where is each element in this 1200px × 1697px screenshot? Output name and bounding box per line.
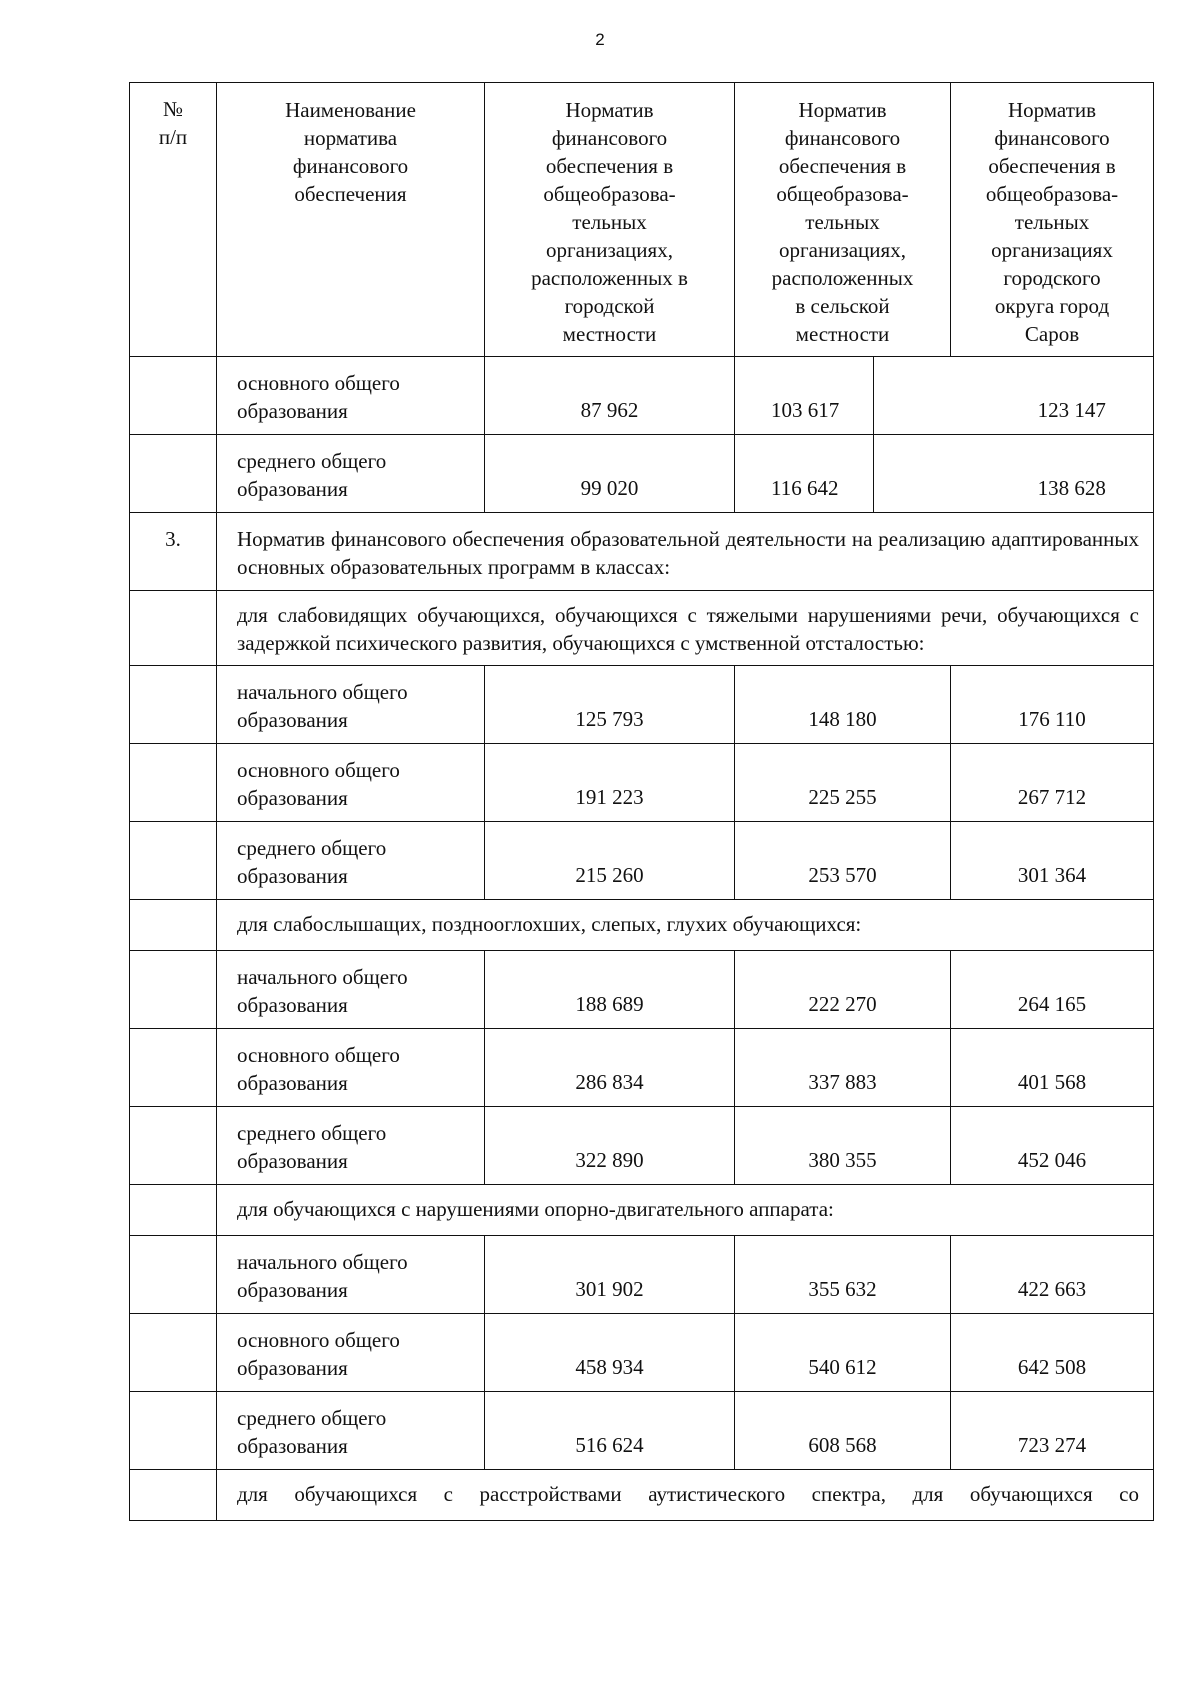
value-rural-cell: 116 642: [735, 435, 951, 513]
column-divider: [873, 434, 874, 513]
value-rural-cell: 222 270: [735, 951, 951, 1029]
table-row: [130, 1392, 1154, 1470]
value-city-cell: 215 260: [485, 822, 735, 900]
row-name-cell: среднего общего образования: [217, 1107, 485, 1185]
value-rural-cell: 103 617: [735, 357, 951, 435]
header-rural: [735, 83, 951, 357]
financing-norms-table: [129, 82, 1154, 1521]
row-number-cell: [130, 435, 217, 513]
row-number-cell: [130, 900, 217, 951]
row-number-cell: [130, 591, 217, 666]
group-header-row: [130, 1185, 1154, 1236]
value-city-cell: 516 624: [485, 1392, 735, 1470]
row-number-cell: [130, 1185, 217, 1236]
section-row: [130, 513, 1154, 591]
table-row: [130, 744, 1154, 822]
row-name-cell: среднего общего образования: [217, 435, 485, 513]
row-number-cell: [130, 951, 217, 1029]
group-header-row: [130, 900, 1154, 951]
value-city-cell: 458 934: [485, 1314, 735, 1392]
value-sarov-cell: 401 568: [951, 1029, 1154, 1107]
header-city-label: Норматив финансового обеспечения в общеобразова- тельных организациях, расположенных в городской местности: [531, 98, 688, 346]
row-number-cell: [130, 1029, 217, 1107]
row-name-cell: основного общего образования: [217, 744, 485, 822]
row-name-cell: основного общего образования: [217, 357, 485, 435]
table-row: [130, 1314, 1154, 1392]
row-number-cell: [130, 1392, 217, 1470]
value-city-cell: 301 902: [485, 1236, 735, 1314]
value-sarov-cell: 452 046: [951, 1107, 1154, 1185]
value-rural-cell: 225 255: [735, 744, 951, 822]
value-sarov-cell: 723 274: [951, 1392, 1154, 1470]
row-name-cell: начального общего образования: [217, 666, 485, 744]
value-city-cell: 322 890: [485, 1107, 735, 1185]
table-row: [130, 951, 1154, 1029]
row-name-cell: начального общего образования: [217, 1236, 485, 1314]
table-row: [130, 1236, 1154, 1314]
value-rural-cell: 540 612: [735, 1314, 951, 1392]
header-name-label: Наименование норматива финансового обеспечения: [285, 98, 416, 206]
header-rural-label: Норматив финансового обеспечения в общеобразова- тельных организациях, расположенных в сельской местности: [771, 98, 914, 346]
table-row: [130, 357, 1154, 435]
value-rural-cell: 253 570: [735, 822, 951, 900]
value-sarov-cell: 267 712: [951, 744, 1154, 822]
table-row: [130, 435, 1154, 513]
table-row: [130, 1107, 1154, 1185]
value-city-cell: 191 223: [485, 744, 735, 822]
value-city-cell: 87 962: [485, 357, 735, 435]
group-title: для слабовидящих обучающихся, обучающихся с тяжелыми нарушениями речи, обучающихся с задержкой психического развития, обучающихся с умственной отсталостью:: [217, 591, 1154, 666]
row-number-cell: [130, 1470, 217, 1521]
row-number-cell: [130, 1107, 217, 1185]
row-number-cell: [130, 744, 217, 822]
table-row: [130, 666, 1154, 744]
value-sarov-cell: 176 110: [951, 666, 1154, 744]
group-title: для обучающихся с нарушениями опорно-двигательного аппарата:: [217, 1185, 1154, 1236]
value-rural-cell: 380 355: [735, 1107, 951, 1185]
header-name: [217, 83, 485, 357]
header-number-label: № п/п: [158, 97, 188, 149]
group-title: для слабослышащих, позднооглохших, слепых, глухих обучающихся:: [217, 900, 1154, 951]
row-number-cell: [130, 357, 217, 435]
header-number: [130, 83, 217, 357]
row-name-cell: среднего общего образования: [217, 822, 485, 900]
row-name-cell: среднего общего образования: [217, 1392, 485, 1470]
value-sarov-cell: 422 663: [951, 1236, 1154, 1314]
section-title: Норматив финансового обеспечения образовательной деятельности на реализацию адаптированных основных образовательных программ в классах:: [217, 513, 1154, 591]
value-city-cell: 125 793: [485, 666, 735, 744]
value-city-cell: 188 689: [485, 951, 735, 1029]
group-header-row: [130, 1470, 1154, 1521]
value-rural-cell: 608 568: [735, 1392, 951, 1470]
group-title: для обучающихся с расстройствами аутистического спектра, для обучающихся со: [217, 1470, 1154, 1521]
table-row: [130, 1029, 1154, 1107]
table-row: [130, 822, 1154, 900]
row-number-cell: [130, 822, 217, 900]
value-sarov-cell: 138 628: [951, 435, 1154, 513]
column-divider: [873, 356, 874, 435]
header-sarov-label: Норматив финансового обеспечения в общеобразова- тельных организациях городского округа город Саров: [985, 98, 1119, 346]
value-rural-cell: 148 180: [735, 666, 951, 744]
table-header-row: [130, 83, 1154, 357]
row-name-cell: начального общего образования: [217, 951, 485, 1029]
value-sarov-cell: 642 508: [951, 1314, 1154, 1392]
row-number-cell: [130, 1236, 217, 1314]
value-rural-cell: 355 632: [735, 1236, 951, 1314]
page-number: 2: [595, 30, 605, 49]
header-city: [485, 83, 735, 357]
value-sarov-cell: 123 147: [951, 357, 1154, 435]
row-name-cell: основного общего образования: [217, 1314, 485, 1392]
row-number-cell: [130, 666, 217, 744]
value-sarov-cell: 264 165: [951, 951, 1154, 1029]
section-number: 3.: [130, 513, 217, 591]
value-sarov-cell: 301 364: [951, 822, 1154, 900]
row-name-cell: основного общего образования: [217, 1029, 485, 1107]
value-rural-cell: 337 883: [735, 1029, 951, 1107]
header-sarov: [951, 83, 1154, 357]
value-city-cell: 99 020: [485, 435, 735, 513]
group-header-row: [130, 591, 1154, 666]
value-city-cell: 286 834: [485, 1029, 735, 1107]
row-number-cell: [130, 1314, 217, 1392]
